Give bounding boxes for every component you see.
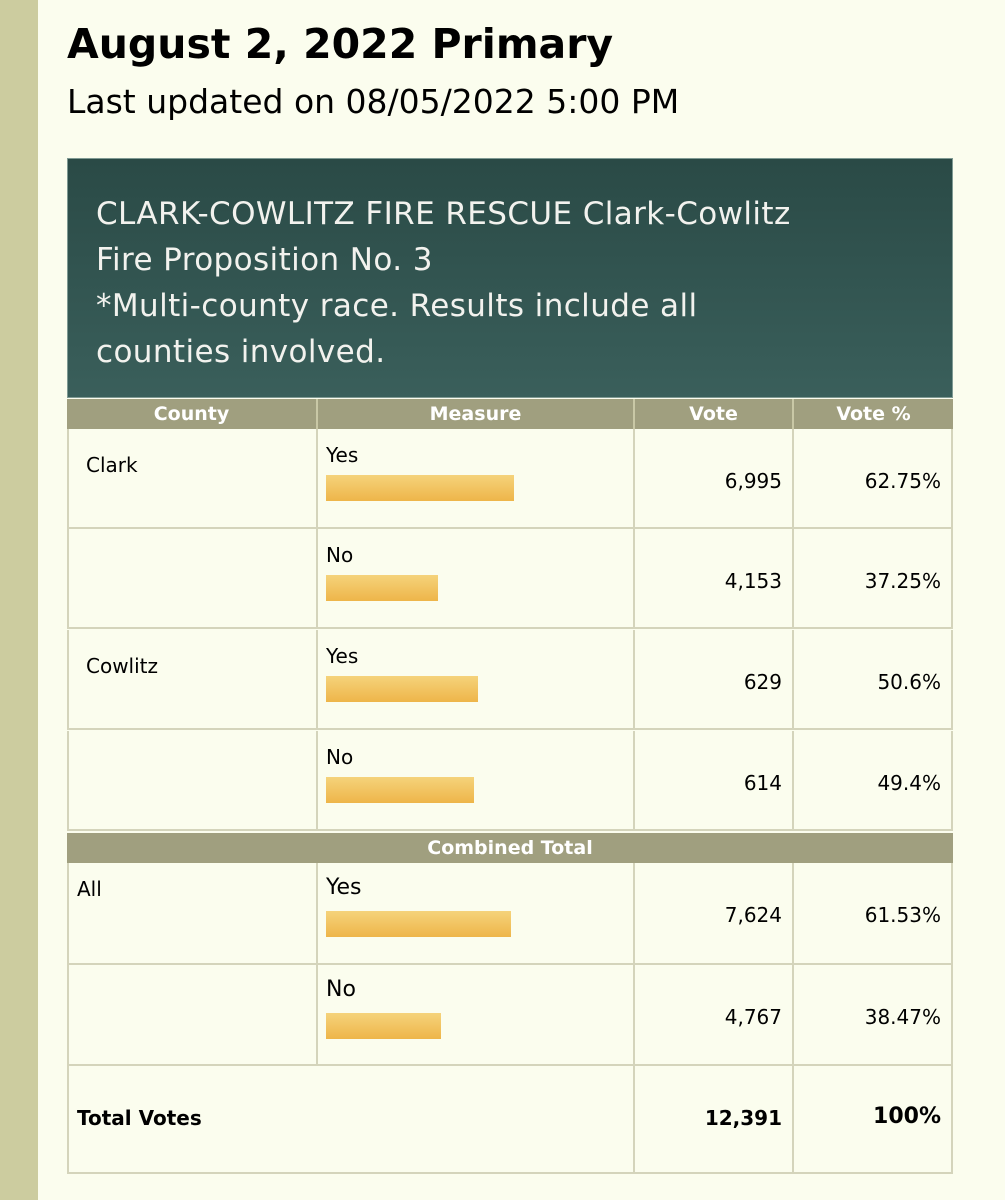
county-cell xyxy=(67,965,318,1064)
last-updated-text: Last updated on 08/05/2022 5:00 PM xyxy=(67,82,680,121)
vote-pct-cell xyxy=(794,965,953,1064)
measure-option: Yes xyxy=(326,443,359,467)
measure-option: No xyxy=(326,977,356,1002)
column-header-measure: Measure xyxy=(318,399,635,429)
results-table xyxy=(67,158,953,1174)
vote-pct-cell xyxy=(794,429,953,527)
vote-cell xyxy=(635,529,794,627)
vote-count: 4,153 xyxy=(724,569,782,593)
column-header-row xyxy=(67,399,953,429)
county-cell xyxy=(67,863,318,963)
vote-share-bar xyxy=(326,676,478,702)
vote-percent: 38.47% xyxy=(864,1005,941,1029)
left-sidebar-strip xyxy=(0,0,38,1200)
total-votes-row xyxy=(67,1066,953,1174)
vote-pct-cell xyxy=(794,1066,953,1172)
vote-count: 4,767 xyxy=(724,1005,782,1029)
table-row xyxy=(67,731,953,831)
vote-share-bar xyxy=(326,475,514,501)
table-row xyxy=(67,630,953,730)
total-vote-percent: 100% xyxy=(873,1104,941,1129)
vote-count: 7,624 xyxy=(724,903,782,927)
race-note-line: *Multi-county race. Results include all xyxy=(96,288,698,324)
page-title: August 2, 2022 Primary xyxy=(67,20,614,68)
combined-total-header: Combined Total xyxy=(67,833,953,863)
total-votes-label: Total Votes xyxy=(77,1106,202,1130)
county-cell xyxy=(67,529,318,627)
vote-share-bar xyxy=(326,575,438,601)
race-header xyxy=(67,158,953,398)
race-title-line: CLARK-COWLITZ FIRE RESCUE Clark-Cowlitz xyxy=(96,196,791,232)
race-title-line: Fire Proposition No. 3 xyxy=(96,242,433,278)
vote-pct-cell xyxy=(794,731,953,829)
vote-cell xyxy=(635,1066,794,1172)
vote-pct-cell xyxy=(794,863,953,963)
measure-cell xyxy=(318,863,635,963)
vote-cell xyxy=(635,429,794,527)
county-cell xyxy=(67,630,318,728)
measure-option: Yes xyxy=(326,644,359,668)
vote-percent: 50.6% xyxy=(877,670,941,694)
county-name: Cowlitz xyxy=(86,654,159,678)
vote-count: 629 xyxy=(743,670,782,694)
table-row xyxy=(67,429,953,529)
measure-option: No xyxy=(326,543,354,567)
total-vote-count: 12,391 xyxy=(704,1106,782,1130)
column-header-county: County xyxy=(67,399,318,429)
total-label-cell xyxy=(67,1066,635,1172)
vote-share-bar xyxy=(326,777,474,803)
vote-pct-cell xyxy=(794,630,953,728)
race-title xyxy=(96,191,936,375)
measure-option: No xyxy=(326,745,354,769)
county-name: Clark xyxy=(86,453,138,477)
vote-percent: 62.75% xyxy=(864,469,941,493)
measure-option: Yes xyxy=(326,875,362,900)
measure-cell xyxy=(318,731,635,829)
vote-count: 6,995 xyxy=(724,469,782,493)
column-header-vote-pct: Vote % xyxy=(836,403,911,425)
county-cell xyxy=(67,429,318,527)
vote-cell xyxy=(635,965,794,1064)
race-note-line: counties involved. xyxy=(96,334,386,370)
measure-cell xyxy=(318,529,635,627)
vote-pct-cell xyxy=(794,529,953,627)
vote-cell xyxy=(635,731,794,829)
county-name: All xyxy=(77,877,102,901)
measure-cell xyxy=(318,429,635,527)
measure-cell xyxy=(318,630,635,728)
table-row xyxy=(67,965,953,1066)
vote-share-bar xyxy=(326,1013,441,1039)
vote-count: 614 xyxy=(743,771,782,795)
table-row xyxy=(67,529,953,629)
measure-cell xyxy=(318,965,635,1064)
vote-percent: 49.4% xyxy=(877,771,941,795)
vote-cell xyxy=(635,630,794,728)
column-header-vote: Vote xyxy=(635,399,794,429)
vote-percent: 37.25% xyxy=(864,569,941,593)
vote-cell xyxy=(635,863,794,963)
vote-percent: 61.53% xyxy=(864,903,941,927)
vote-share-bar xyxy=(326,911,511,937)
county-cell xyxy=(67,731,318,829)
table-row xyxy=(67,863,953,965)
